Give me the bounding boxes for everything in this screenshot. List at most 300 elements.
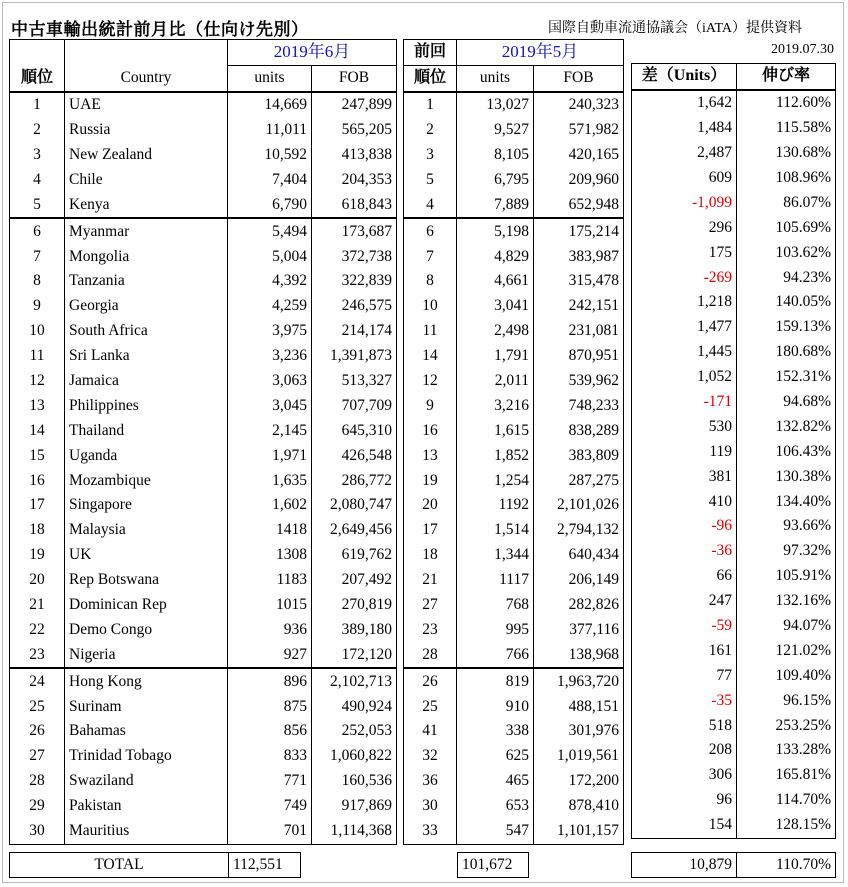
prev-units-cell: 6,795: [457, 167, 534, 192]
fob-cell: 619,762: [312, 543, 397, 568]
table-row: [10, 568, 397, 593]
prev-units-cell: 625: [457, 744, 534, 769]
prev-fob-cell: 209,960: [534, 167, 624, 192]
diff-cell: 247: [632, 589, 737, 614]
prev-fob-cell: 1,101,157: [534, 819, 624, 844]
fob-cell: 413,838: [312, 143, 397, 168]
country-cell: UAE: [65, 92, 228, 118]
prev-fob-cell: 1,019,561: [534, 744, 624, 769]
table-row: [632, 315, 836, 340]
prev-units-cell: 1,615: [457, 418, 534, 443]
units-cell: 936: [228, 617, 312, 642]
rate-cell: 133.28%: [737, 738, 836, 763]
units-cell: 1308: [228, 543, 312, 568]
country-cell: Singapore: [65, 493, 228, 518]
prev-units-cell: 3,041: [457, 294, 534, 319]
fob-cell: 214,174: [312, 319, 397, 344]
diff-cell: 1,052: [632, 365, 737, 390]
rank-cell: 8: [10, 269, 65, 294]
rank-cell: 16: [10, 468, 65, 493]
rank-cell: 13: [10, 393, 65, 418]
table-row: [10, 92, 397, 118]
units-cell: 2,145: [228, 418, 312, 443]
table-row: [10, 744, 397, 769]
country-cell: Sri Lanka: [65, 344, 228, 369]
fob-cell: 513,327: [312, 369, 397, 394]
table-row: [404, 443, 624, 468]
prev-fob-cell: 420,165: [534, 143, 624, 168]
rate-cell: 86.07%: [737, 190, 836, 215]
table-row: [632, 439, 836, 464]
table-row: [632, 190, 836, 215]
rate-cell: 94.07%: [737, 614, 836, 639]
table-row: [404, 568, 624, 593]
fob-cell: 917,869: [312, 794, 397, 819]
table-row: [632, 688, 836, 713]
prev-rank-cell: 26: [404, 668, 457, 694]
rank-cell: 5: [10, 192, 65, 218]
units-cell: 6,790: [228, 192, 312, 218]
table-row: [404, 167, 624, 192]
fob-cell: 172,120: [312, 642, 397, 668]
prev-units-cell: 4,829: [457, 244, 534, 269]
prev-rank-cell: 5: [404, 167, 457, 192]
prev-rank-cell: 7: [404, 244, 457, 269]
fob-cell: 2,102,713: [312, 668, 397, 694]
table-row: [404, 694, 624, 719]
prev-fob-cell: 383,809: [534, 443, 624, 468]
prev-rank-cell: 10: [404, 294, 457, 319]
table-row: [632, 390, 836, 415]
prev-fob-cell: 870,951: [534, 344, 624, 369]
prev-fob-cell: 640,434: [534, 543, 624, 568]
rate-cell: 152.31%: [737, 365, 836, 390]
prev-fob-cell: 315,478: [534, 269, 624, 294]
rank-cell: 6: [10, 218, 65, 244]
diff-cell: 208: [632, 738, 737, 763]
rank-cell: 15: [10, 443, 65, 468]
prev-fob-cell: 2,101,026: [534, 493, 624, 518]
prev-units-cell: 1,344: [457, 543, 534, 568]
previous-month-table: [403, 39, 624, 845]
rate-cell: 130.68%: [737, 141, 836, 166]
header-rank: 順位: [10, 65, 65, 91]
rank-cell: 12: [10, 369, 65, 394]
rate-cell: 114.70%: [737, 788, 836, 813]
rank-cell: 26: [10, 719, 65, 744]
units-cell: 3,045: [228, 393, 312, 418]
diff-cell: 161: [632, 638, 737, 663]
prev-rank-cell: 19: [404, 468, 457, 493]
units-cell: 1,635: [228, 468, 312, 493]
prev-fob-cell: 287,275: [534, 468, 624, 493]
table-row: [404, 642, 624, 668]
table-row: [632, 763, 836, 788]
units-cell: 1,602: [228, 493, 312, 518]
fob-cell: 246,575: [312, 294, 397, 319]
prev-units-cell: 766: [457, 642, 534, 668]
prev-fob-cell: 240,323: [534, 92, 624, 118]
prev-fob-cell: 138,968: [534, 642, 624, 668]
table-row: [404, 518, 624, 543]
rate-cell: 115.58%: [737, 116, 836, 141]
country-cell: Myanmar: [65, 218, 228, 244]
diff-cell: 66: [632, 564, 737, 589]
table-row: [404, 244, 624, 269]
table-row: [404, 719, 624, 744]
diff-cell: 1,477: [632, 315, 737, 340]
country-cell: Georgia: [65, 294, 228, 319]
table-row: [10, 218, 397, 244]
prev-rank-cell: 13: [404, 443, 457, 468]
rank-cell: 1: [10, 92, 65, 118]
total-previous: [457, 852, 529, 878]
rank-cell: 10: [10, 319, 65, 344]
table-row: [10, 819, 397, 844]
rate-cell: 121.02%: [737, 638, 836, 663]
table-row: [404, 192, 624, 218]
rate-cell: 109.40%: [737, 663, 836, 688]
table-row: [10, 794, 397, 819]
table-row: [632, 240, 836, 265]
prev-fob-cell: 282,826: [534, 593, 624, 618]
units-cell: 749: [228, 794, 312, 819]
rate-cell: 108.96%: [737, 166, 836, 191]
rank-cell: 29: [10, 794, 65, 819]
units-cell: 5,004: [228, 244, 312, 269]
table-row: [404, 319, 624, 344]
prev-rank-cell: 18: [404, 543, 457, 568]
units-cell: 3,236: [228, 344, 312, 369]
prev-units-cell: 9,527: [457, 118, 534, 143]
prev-fob-cell: 748,233: [534, 393, 624, 418]
country-cell: Uganda: [65, 443, 228, 468]
country-cell: Chile: [65, 167, 228, 192]
rate-cell: 132.16%: [737, 589, 836, 614]
prev-units-cell: 910: [457, 694, 534, 719]
diff-cell: 154: [632, 813, 737, 838]
table-row: [632, 638, 836, 663]
rate-cell: 93.66%: [737, 514, 836, 539]
current-period-label: 2019年6月: [228, 40, 397, 66]
prev-rank-cell: 1: [404, 92, 457, 118]
prev-fob-cell: 652,948: [534, 192, 624, 218]
header-country: Country: [65, 65, 228, 91]
table-row: [632, 514, 836, 539]
prev-units-cell: 819: [457, 668, 534, 694]
fob-cell: 2,080,747: [312, 493, 397, 518]
prev-units-cell: 465: [457, 769, 534, 794]
table-row: [632, 414, 836, 439]
units-cell: 875: [228, 694, 312, 719]
header-prev-label: 前回: [404, 40, 457, 66]
prev-rank-cell: 28: [404, 642, 457, 668]
fob-cell: 322,839: [312, 269, 397, 294]
diff-cell: 1,218: [632, 290, 737, 315]
prev-rank-cell: 12: [404, 369, 457, 394]
units-cell: 11,011: [228, 118, 312, 143]
fob-cell: 490,924: [312, 694, 397, 719]
table-row: [10, 769, 397, 794]
rank-cell: 14: [10, 418, 65, 443]
difference-table: [631, 63, 836, 839]
units-cell: 833: [228, 744, 312, 769]
prev-units-cell: 7,889: [457, 192, 534, 218]
units-cell: 771: [228, 769, 312, 794]
source-note: 国際自動車流通協議会（iATA）提供資料: [548, 21, 802, 36]
prev-units-cell: 1,514: [457, 518, 534, 543]
fob-cell: 286,772: [312, 468, 397, 493]
prev-units-cell: 653: [457, 794, 534, 819]
rank-cell: 7: [10, 244, 65, 269]
diff-cell: -36: [632, 539, 737, 564]
page-title: 中古車輸出統計前月比（仕向け先別）: [11, 20, 309, 39]
table-row: [632, 290, 836, 315]
table-row: [10, 192, 397, 218]
rate-cell: 128.15%: [737, 813, 836, 838]
table-row: [632, 215, 836, 240]
table-row: [632, 663, 836, 688]
country-cell: Mozambique: [65, 468, 228, 493]
units-cell: 1015: [228, 593, 312, 618]
country-cell: Nigeria: [65, 642, 228, 668]
rank-cell: 28: [10, 769, 65, 794]
table-row: [10, 118, 397, 143]
fob-cell: 372,738: [312, 244, 397, 269]
rate-cell: 103.62%: [737, 240, 836, 265]
current-month-table: [9, 39, 397, 845]
units-cell: 3,975: [228, 319, 312, 344]
table-row: [10, 294, 397, 319]
prev-rank-cell: 16: [404, 418, 457, 443]
country-cell: Hong Kong: [65, 668, 228, 694]
table-row: [632, 489, 836, 514]
fob-cell: 565,205: [312, 118, 397, 143]
rate-cell: 97.32%: [737, 539, 836, 564]
table-row: [632, 813, 836, 838]
rate-cell: 94.68%: [737, 390, 836, 415]
prev-fob-cell: 175,214: [534, 218, 624, 244]
rank-cell: 24: [10, 668, 65, 694]
prev-units-cell: 338: [457, 719, 534, 744]
table-row: [404, 92, 624, 118]
prev-fob-cell: 2,794,132: [534, 518, 624, 543]
table-row: [404, 118, 624, 143]
country-cell: Thailand: [65, 418, 228, 443]
units-cell: 927: [228, 642, 312, 668]
diff-cell: 306: [632, 763, 737, 788]
table-row: [10, 143, 397, 168]
table-row: [404, 744, 624, 769]
table-row: [632, 265, 836, 290]
diff-cell: -96: [632, 514, 737, 539]
country-cell: Swaziland: [65, 769, 228, 794]
table-row: [10, 719, 397, 744]
table-row: [404, 269, 624, 294]
diff-cell: 410: [632, 489, 737, 514]
prev-fob-cell: 301,976: [534, 719, 624, 744]
prev-rank-cell: 30: [404, 794, 457, 819]
rank-cell: 11: [10, 344, 65, 369]
units-cell: 1,971: [228, 443, 312, 468]
header-units: units: [228, 65, 312, 91]
prev-fob-cell: 383,987: [534, 244, 624, 269]
fob-cell: 645,310: [312, 418, 397, 443]
table-row: [404, 493, 624, 518]
fob-cell: 1,114,368: [312, 819, 397, 844]
prev-rank-cell: 33: [404, 819, 457, 844]
rank-cell: 20: [10, 568, 65, 593]
table-row: [404, 769, 624, 794]
table-row: [404, 418, 624, 443]
table-row: [632, 539, 836, 564]
prev-units-cell: 2,011: [457, 369, 534, 394]
country-cell: South Africa: [65, 319, 228, 344]
country-cell: Kenya: [65, 192, 228, 218]
diff-cell: 381: [632, 464, 737, 489]
prev-units-cell: 13,027: [457, 92, 534, 118]
fob-cell: 618,843: [312, 192, 397, 218]
country-cell: Philippines: [65, 393, 228, 418]
prev-fob-cell: 571,982: [534, 118, 624, 143]
table-row: [632, 340, 836, 365]
table-row: [10, 493, 397, 518]
country-cell: Malaysia: [65, 518, 228, 543]
rank-cell: 21: [10, 593, 65, 618]
fob-cell: 707,709: [312, 393, 397, 418]
units-cell: 896: [228, 668, 312, 694]
country-cell: Dominican Rep: [65, 593, 228, 618]
header-diff: 差（Units）: [632, 64, 737, 90]
rate-cell: 94.23%: [737, 265, 836, 290]
prev-fob-cell: 488,151: [534, 694, 624, 719]
total-rate: 110.70%: [737, 853, 836, 878]
prev-fob-cell: 172,200: [534, 769, 624, 794]
table-row: [10, 167, 397, 192]
country-cell: Bahamas: [65, 719, 228, 744]
table-row: [404, 819, 624, 844]
country-cell: Pakistan: [65, 794, 228, 819]
table-row: [632, 614, 836, 639]
table-row: [10, 418, 397, 443]
prev-rank-cell: 9: [404, 393, 457, 418]
prev-units-cell: 1117: [457, 568, 534, 593]
table-row: [404, 617, 624, 642]
rank-cell: 2: [10, 118, 65, 143]
table-row: [632, 116, 836, 141]
units-cell: 1183: [228, 568, 312, 593]
table-row: [404, 794, 624, 819]
fob-cell: 247,899: [312, 92, 397, 118]
total-label: TOTAL: [10, 853, 229, 878]
table-row: [404, 393, 624, 418]
table-row: [632, 141, 836, 166]
prev-units-cell: 1,791: [457, 344, 534, 369]
diff-cell: 1,484: [632, 116, 737, 141]
fob-cell: 1,391,873: [312, 344, 397, 369]
prev-units-cell: 4,661: [457, 269, 534, 294]
table-row: [404, 294, 624, 319]
prev-units-cell: 1,254: [457, 468, 534, 493]
header-prev-rank: 順位: [404, 65, 457, 91]
table-row: [632, 788, 836, 813]
diff-cell: 518: [632, 713, 737, 738]
prev-rank-cell: 8: [404, 269, 457, 294]
fob-cell: 252,053: [312, 719, 397, 744]
units-cell: 3,063: [228, 369, 312, 394]
table-row: [404, 218, 624, 244]
table-row: [632, 90, 836, 116]
fob-cell: 426,548: [312, 443, 397, 468]
prev-rank-cell: 6: [404, 218, 457, 244]
prev-fob-cell: 838,289: [534, 418, 624, 443]
total-current: [9, 852, 301, 878]
fob-cell: 389,180: [312, 617, 397, 642]
rank-cell: 27: [10, 744, 65, 769]
table-row: [404, 468, 624, 493]
rate-cell: 134.40%: [737, 489, 836, 514]
prev-rank-cell: 32: [404, 744, 457, 769]
diff-cell: 296: [632, 215, 737, 240]
table-row: [10, 269, 397, 294]
diff-cell: -171: [632, 390, 737, 415]
units-cell: 856: [228, 719, 312, 744]
prev-fob-cell: 878,410: [534, 794, 624, 819]
table-row: [10, 593, 397, 618]
diff-cell: 2,487: [632, 141, 737, 166]
rank-cell: 19: [10, 543, 65, 568]
fob-cell: 2,649,456: [312, 518, 397, 543]
table-row: [632, 365, 836, 390]
table-row: [10, 617, 397, 642]
country-cell: Russia: [65, 118, 228, 143]
prev-units-cell: 1192: [457, 493, 534, 518]
diff-cell: -269: [632, 265, 737, 290]
fob-cell: 204,353: [312, 167, 397, 192]
country-cell: New Zealand: [65, 143, 228, 168]
prev-rank-cell: 36: [404, 769, 457, 794]
total-diff-units: 10,879: [632, 853, 737, 878]
prev-fob-cell: 539,962: [534, 369, 624, 394]
country-cell: Jamaica: [65, 369, 228, 394]
units-cell: 4,259: [228, 294, 312, 319]
table-row: [632, 589, 836, 614]
fob-cell: 207,492: [312, 568, 397, 593]
country-cell: Mauritius: [65, 819, 228, 844]
prev-units-cell: 547: [457, 819, 534, 844]
table-row: [632, 713, 836, 738]
prev-fob-cell: 1,963,720: [534, 668, 624, 694]
diff-cell: 530: [632, 414, 737, 439]
total-diff: [631, 852, 836, 878]
rate-cell: 130.38%: [737, 464, 836, 489]
units-cell: 14,669: [228, 92, 312, 118]
diff-cell: -1,099: [632, 190, 737, 215]
table-row: [404, 369, 624, 394]
diff-cell: 119: [632, 439, 737, 464]
units-cell: 10,592: [228, 143, 312, 168]
diff-cell: 1,642: [632, 90, 737, 116]
rate-cell: 159.13%: [737, 315, 836, 340]
prev-rank-cell: 2: [404, 118, 457, 143]
prev-fob-cell: 231,081: [534, 319, 624, 344]
rank-cell: 4: [10, 167, 65, 192]
prev-units-cell: 1,852: [457, 443, 534, 468]
table-row: [10, 369, 397, 394]
prev-units-cell: 5,198: [457, 218, 534, 244]
diff-cell: 96: [632, 788, 737, 813]
rate-cell: 105.69%: [737, 215, 836, 240]
